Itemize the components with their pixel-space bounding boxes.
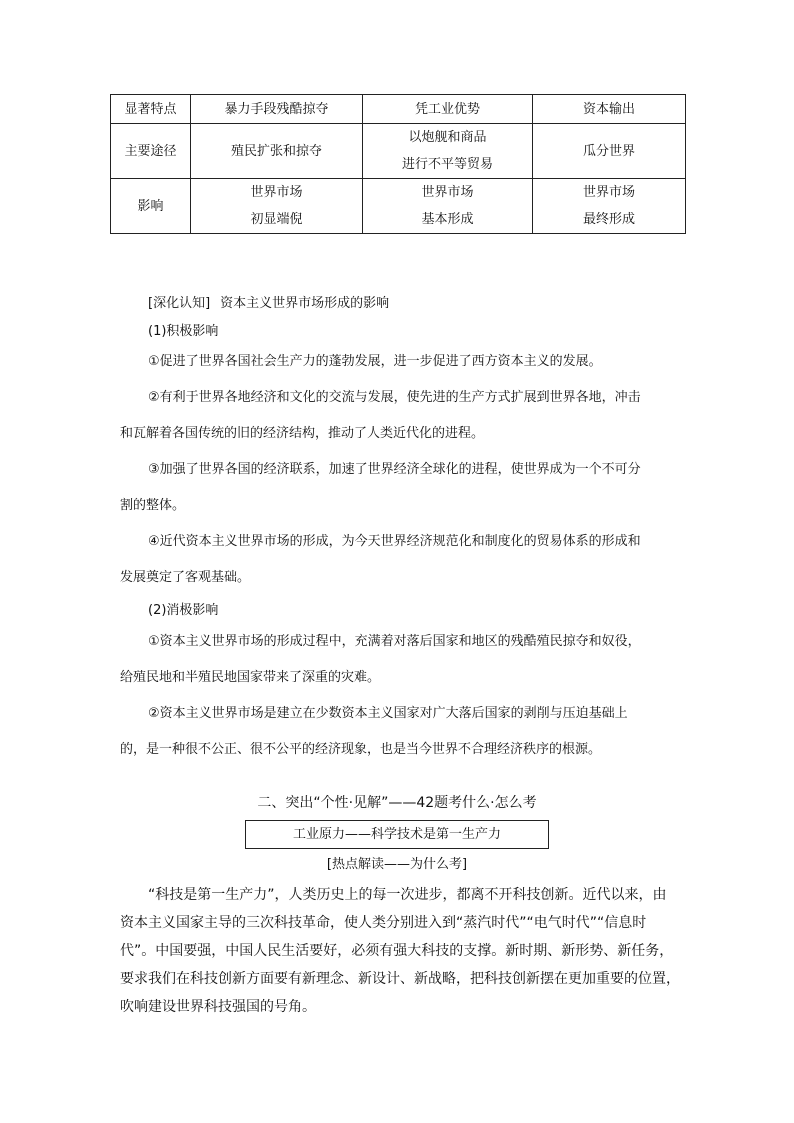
positive-point-3-line-2: 割的整体。 [120, 498, 186, 513]
table-cell-line: 进行不平等贸易 [401, 157, 493, 172]
table-cell-line: 初显端倪 [250, 212, 303, 227]
table-cell [363, 124, 533, 179]
table-row [111, 179, 686, 234]
table-row [111, 95, 686, 124]
table-cell [191, 179, 363, 234]
insight-tag: [深化认知] [148, 296, 211, 311]
table-cell-line: 以炮舰和商品 [408, 130, 487, 145]
positive-point-1: ①促进了世界各国社会生产力的蓬勃发展，进一步促进了西方资本主义的发展。 [148, 354, 602, 369]
positive-point-2-line-1: ②有利于世界各地经济和文化的交流与发展，使先进的生产方式扩展到世界各地，冲击 [148, 390, 641, 405]
table-cell-line: 最终形成 [582, 212, 635, 227]
table-body [111, 95, 686, 234]
table-cell [191, 124, 363, 179]
body-line-1: “科技是第一生产力”，人类历史上的每一次进步，都离不开科技创新。近代以来，由 [148, 887, 667, 903]
table-cell-line: 资本输出 [582, 101, 635, 117]
table-cell [533, 179, 686, 234]
insight-heading [148, 292, 389, 311]
table-cell-line: 基本形成 [421, 212, 474, 227]
positive-point-2-line-2: 和瓦解着各国传统的旧的经济结构，推动了人类近代化的进程。 [120, 426, 485, 441]
insight-title: 资本主义世界市场形成的影响 [220, 296, 390, 311]
table-row-header: 主要途径 [111, 124, 191, 179]
table-row [111, 124, 686, 179]
table-cell-line: 世界市场 [421, 185, 474, 200]
body-line-5: 吹响建设世界科技强国的号角。 [120, 999, 316, 1015]
positive-point-3-line-1: ③加强了世界各国的经济联系，加速了世界经济全球化的进程，使世界成为一个不可分 [148, 462, 641, 477]
body-line-2: 资本主义国家主导的三次科技革命，使人类分别进入到“蒸汽时代”“电气时代”“信息时 [120, 915, 647, 931]
table-cell-line: 世界市场 [582, 185, 635, 200]
negative-point-2-line-1: ②资本主义世界市场是建立在少数资本主义国家对广大落后国家的剥削与压迫基础上 [148, 706, 628, 721]
table-cell [363, 95, 533, 124]
comparison-table [110, 94, 686, 234]
table-cell-line: 凭工业优势 [414, 101, 480, 117]
body-line-3: 代”。中国要强，中国人民生活要好，必须有强大科技的支撑。新时期、新形势、新任务， [120, 943, 674, 959]
table-cell-line: 暴力手段残酷掠夺 [224, 101, 329, 117]
negative-point-2-line-2: 的，是一种很不公正、很不公平的经济现象，也是当今世界不合理经济秩序的根源。 [120, 742, 602, 757]
positive-label: (1)积极影响 [148, 324, 219, 339]
section-title: 二、突出“个性·见解”——42题考什么·怎么考 [257, 795, 537, 811]
table-cell [533, 95, 686, 124]
negative-point-1-line-1: ①资本主义世界市场的形成过程中，充满着对落后国家和地区的残酷殖民掠夺和奴役， [148, 634, 641, 649]
table-cell-line: 瓜分世界 [582, 143, 635, 159]
body-line-4: 要求我们在科技创新方面要有新理念、新设计、新战略，把科技创新摆在更加重要的位置， [120, 971, 680, 987]
table-cell [533, 124, 686, 179]
table-row-header: 显著特点 [111, 95, 191, 124]
table-cell [363, 179, 533, 234]
table-cell [191, 95, 363, 124]
boxed-topic-title: 工业原力——科学技术是第一生产力 [245, 820, 549, 849]
negative-label: (2)消极影响 [148, 603, 219, 618]
table-row-header: 影响 [111, 179, 191, 234]
positive-point-4-line-2: 发展奠定了客观基础。 [120, 570, 251, 585]
positive-point-4-line-1: ④近代资本主义世界市场的形成，为今天世界经济规范化和制度化的贸易体系的形成和 [148, 534, 641, 549]
negative-point-1-line-2: 给殖民地和半殖民地国家带来了深重的灾难。 [120, 670, 381, 685]
hot-topic-subhead: [热点解读——为什么考] [326, 857, 468, 872]
table-cell-line: 殖民扩张和掠夺 [230, 143, 322, 159]
table-cell-line: 世界市场 [250, 185, 303, 200]
